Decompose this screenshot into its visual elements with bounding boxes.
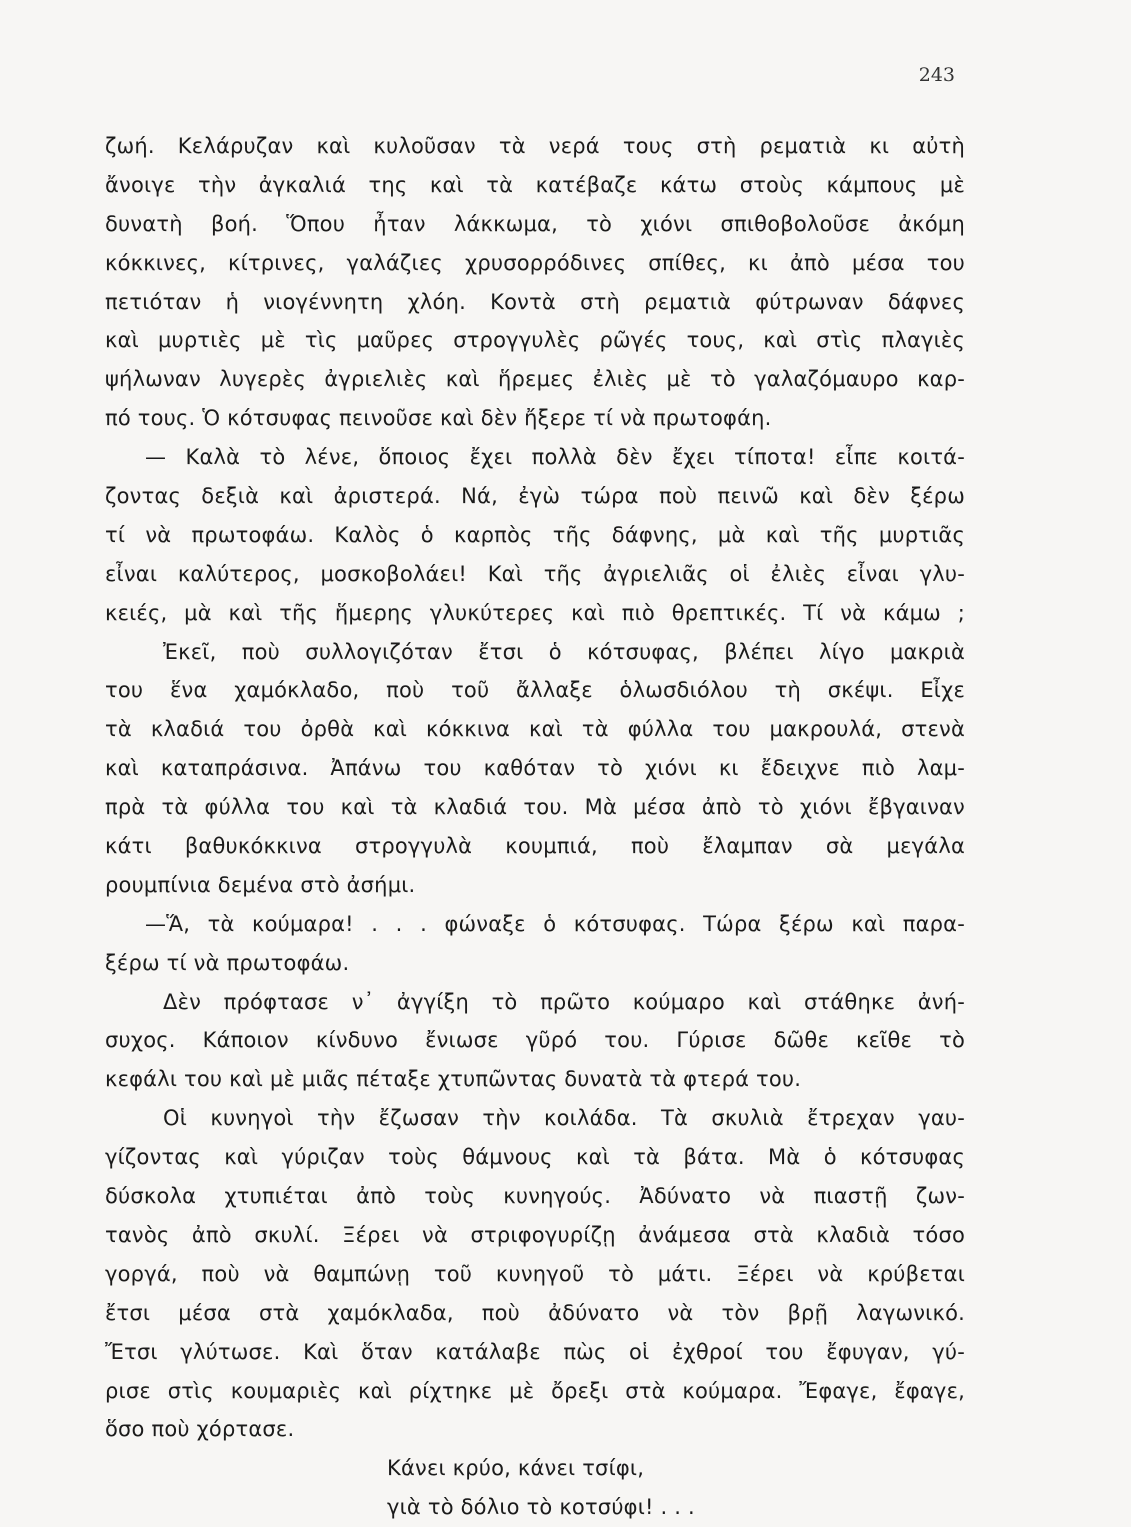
text-line: ζοντας δεξιὰ καὶ ἀριστερά. Νά, ἐγὼ τώρα ποὺ πεινῶ καὶ δὲν ξέρω bbox=[105, 484, 965, 509]
text-line: κειές, μὰ καὶ τῆς ἥμερης γλυκύτερες καὶ πιὸ θρεπτικές. Τί νὰ κάμω ; bbox=[105, 600, 965, 625]
text-line: πετιόταν ἡ νιογέννητη χλόη. Κοντὰ στὴ ρεματιὰ φύτρωναν δάφνες bbox=[105, 289, 965, 314]
body-text bbox=[105, 127, 965, 1527]
verse-line: Κάνει κρύο, κάνει τσίφι, bbox=[387, 1456, 645, 1481]
text-line: ζωή. Κελάρυζαν καὶ κυλοῦσαν τὰ νερά τους στὴ ρεματιὰ κι αὐτὴ bbox=[105, 134, 965, 158]
text-line: κεφάλι του καὶ μὲ μιᾶς πέταξε χτυπῶντας δυνατὰ τὰ φτερά του. bbox=[105, 1067, 802, 1092]
text-line: ρουμπίνια δεμένα στὸ ἀσήμι. bbox=[105, 872, 416, 897]
text-line: κόκκινες, κίτρινες, γαλάζιες χρυσορρόδινες σπίθες, κι ἀπὸ μέσα του bbox=[105, 250, 965, 275]
text-line: γίζοντας καὶ γύριζαν τοὺς θάμνους καὶ τὰ βάτα. Μὰ ὁ κότσυφας bbox=[105, 1145, 965, 1170]
text-line: ὅσο ποὺ χόρτασε. bbox=[105, 1417, 295, 1442]
text-line: — Καλὰ τὸ λένε, ὅποιος ἔχει πολλὰ δὲν ἔχει τίποτα! εἶπε κοιτά- bbox=[145, 445, 965, 470]
text-line: ἄνοιγε τὴν ἀγκαλιά της καὶ τὰ κατέβαζε κάτω στοὺς κάμπους μὲ bbox=[105, 172, 965, 197]
text-line: τί νὰ πρωτοφάω. Καλὸς ὁ καρπὸς τῆς δάφνης, μὰ καὶ τῆς μυρτιᾶς bbox=[105, 522, 965, 547]
text-line: κάτι βαθυκόκκινα στρογγυλὰ κουμπιά, ποὺ ἔλαμπαν σὰ μεγάλα bbox=[105, 834, 965, 859]
text-line: γοργά, ποὺ νὰ θαμπώνῃ τοῦ κυνηγοῦ τὸ μάτι. Ξέρει νὰ κρύβεται bbox=[105, 1261, 965, 1286]
text-line: ρισε στὶς κουμαριὲς καὶ ρίχτηκε μὲ ὄρεξι στὰ κούμαρα. Ἔφαγε, ἔφαγε, bbox=[105, 1378, 965, 1403]
text-line: ἔτσι μέσα στὰ χαμόκλαδα, ποὺ ἀδύνατο νὰ τὸν βρῇ λαγωνικό. bbox=[105, 1300, 965, 1325]
text-line: πό τους. Ὁ κότσυφας πεινοῦσε καὶ δὲν ἤξερε τί νὰ πρωτοφάη. bbox=[105, 406, 772, 431]
verse-line: γιὰ τὸ δόλιο τὸ κοτσύφι! . . . bbox=[387, 1495, 695, 1520]
text-line: Ἔτσι γλύτωσε. Καὶ ὅταν κατάλαβε πὼς οἱ ἐχθροί του ἔφυγαν, γύ- bbox=[105, 1339, 965, 1364]
text-line: —Ἅ, τὰ κούμαρα! . . . φώναξε ὁ κότσυφας. Τώρα ξέρω καὶ παρα- bbox=[145, 911, 965, 936]
text-line: καὶ μυρτιὲς μὲ τὶς μαῦρες στρογγυλὲς ρῶγές τους, καὶ στὶς πλαγιὲς bbox=[105, 328, 965, 353]
text-line: τανὸς ἀπὸ σκυλί. Ξέρει νὰ στριφογυρίζῃ ἀνάμεσα στὰ κλαδιὰ τόσο bbox=[105, 1222, 965, 1247]
text-line: ξέρω τί νὰ πρωτοφάω. bbox=[105, 950, 350, 975]
text-line: του ἕνα χαμόκλαδο, ποὺ τοῦ ἄλλαξε ὁλωσδιόλου τὴ σκέψι. Εἶχε bbox=[105, 678, 965, 703]
text-line: τὰ κλαδιά του ὀρθὰ καὶ κόκκινα καὶ τὰ φύλλα του μακρουλά, στενὰ bbox=[105, 717, 965, 742]
page-number: 243 bbox=[918, 64, 955, 86]
text-line: συχος. Κάποιον κίνδυνο ἔνιωσε γῦρό του. Γύρισε δῶθε κεῖθε τὸ bbox=[105, 1028, 965, 1053]
text-line: ψήλωναν λυγερὲς ἀγριελιὲς καὶ ἥρεμες ἐλιὲς μὲ τὸ γαλαζόμαυρο καρ- bbox=[105, 367, 965, 392]
text-line: Οἱ κυνηγοὶ τὴν ἔζωσαν τὴν κοιλάδα. Τὰ σκυλιὰ ἔτρεχαν γαυ- bbox=[163, 1106, 965, 1131]
text-line: Ἐκεῖ, ποὺ συλλογιζόταν ἔτσι ὁ κότσυφας, βλέπει λίγο μακριὰ bbox=[163, 639, 965, 664]
text-line: δύσκολα χτυπιέται ἀπὸ τοὺς κυνηγούς. Ἀδύνατο νὰ πιαστῇ ζων- bbox=[105, 1184, 965, 1209]
text-line: εἶναι καλύτερος, μοσκοβολάει! Καὶ τῆς ἀγριελιᾶς οἱ ἐλιὲς εἶναι γλυ- bbox=[105, 561, 965, 586]
text-line: Δὲν πρόφτασε ν᾿ ἀγγίξη τὸ πρῶτο κούμαρο καὶ στάθηκε ἀνή- bbox=[163, 989, 965, 1014]
text-line: καὶ καταπράσινα. Ἀπάνω του καθόταν τὸ χιόνι κι ἔδειχνε πιὸ λαμ- bbox=[105, 756, 965, 781]
text-line: πρὰ τὰ φύλλα του καὶ τὰ κλαδιά του. Μὰ μέσα ἀπὸ τὸ χιόνι ἔβγαιναν bbox=[105, 795, 965, 820]
text-line: δυνατὴ βοή. Ὅπου ἦταν λάκκωμα, τὸ χιόνι σπιθοβολοῦσε ἀκόμη bbox=[105, 211, 965, 236]
